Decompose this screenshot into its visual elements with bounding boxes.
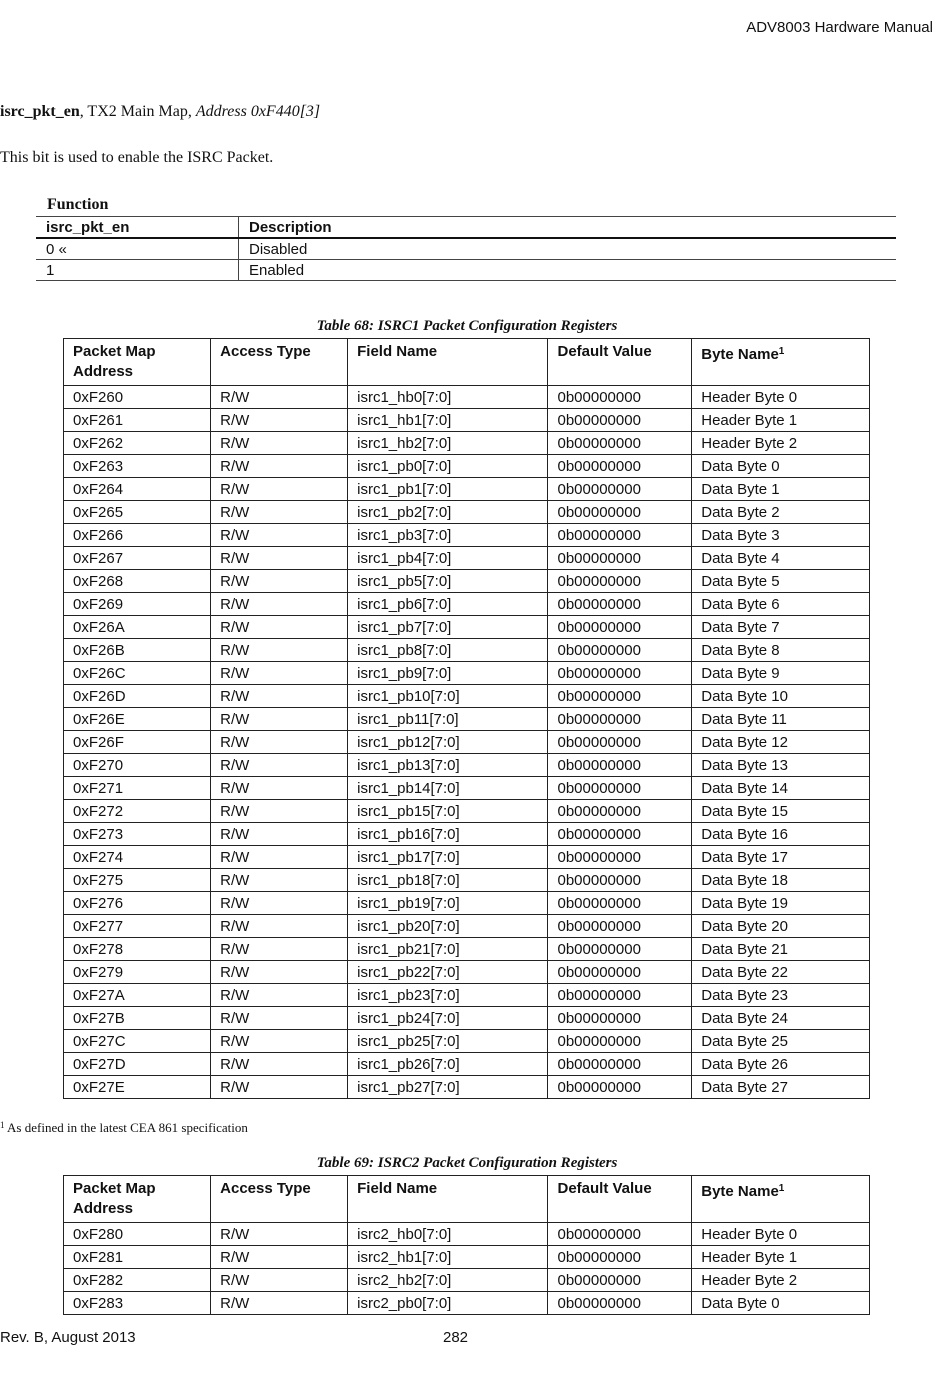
default-value-cell: 0b00000000	[548, 593, 692, 616]
field-name-cell: isrc2_hb0[7:0]	[348, 1223, 548, 1246]
field-name-header: Field Name	[348, 1176, 548, 1223]
table68-caption: Table 68: ISRC1 Packet Configuration Registers	[316, 318, 618, 334]
default-value-cell: 0b00000000	[548, 409, 692, 432]
field-name-cell: isrc1_pb25[7:0]	[348, 1030, 548, 1053]
access-type-cell: R/W	[211, 662, 348, 685]
byte-name-cell: Data Byte 14	[692, 777, 870, 800]
default-value-cell: 0b00000000	[548, 685, 692, 708]
register-map: , TX2 Main Map,	[79, 103, 196, 120]
table-row	[64, 386, 870, 409]
packet-map-address-cell: 0xF283	[64, 1292, 211, 1315]
byte-name-cell: Data Byte 2	[692, 501, 870, 524]
field-name-cell: isrc1_pb1[7:0]	[348, 478, 548, 501]
access-type-cell: R/W	[211, 823, 348, 846]
access-type-cell: R/W	[211, 685, 348, 708]
packet-map-address-cell: 0xF269	[64, 593, 211, 616]
byte-name-cell: Data Byte 26	[692, 1053, 870, 1076]
access-type-cell: R/W	[211, 846, 348, 869]
register-heading	[0, 103, 320, 121]
packet-map-address-cell: 0xF26B	[64, 639, 211, 662]
default-value-cell: 0b00000000	[548, 754, 692, 777]
default-value-cell: 0b00000000	[548, 777, 692, 800]
byte-name-cell: Data Byte 4	[692, 547, 870, 570]
packet-map-address-cell: 0xF27E	[64, 1076, 211, 1099]
packet-map-address-cell: 0xF279	[64, 961, 211, 984]
default-value-cell: 0b00000000	[548, 1269, 692, 1292]
field-name-cell: isrc2_hb2[7:0]	[348, 1269, 548, 1292]
field-name-cell: isrc1_pb4[7:0]	[348, 547, 548, 570]
register-name: isrc_pkt_en	[0, 103, 80, 120]
byte-name-cell: Header Byte 2	[692, 1269, 870, 1292]
default-value-cell: 0b00000000	[548, 524, 692, 547]
default-value-cell: 0b00000000	[548, 869, 692, 892]
byte-name-cell: Data Byte 20	[692, 915, 870, 938]
packet-map-address-cell: 0xF272	[64, 800, 211, 823]
footer-revision: Rev. B, August 2013	[0, 1329, 136, 1346]
table-row	[64, 616, 870, 639]
field-name-cell: isrc2_hb1[7:0]	[348, 1246, 548, 1269]
field-name-cell: isrc1_pb14[7:0]	[348, 777, 548, 800]
packet-map-address-cell: 0xF282	[64, 1269, 211, 1292]
default-value-cell: 0b00000000	[548, 1030, 692, 1053]
byte-name-header-label: Byte Name	[701, 346, 779, 363]
access-type-cell: R/W	[211, 455, 348, 478]
function-table-row	[36, 260, 896, 281]
packet-map-address-cell: 0xF267	[64, 547, 211, 570]
table-row	[64, 409, 870, 432]
default-value-cell: 0b00000000	[548, 961, 692, 984]
footnote-text: As defined in the latest CEA 861 specification	[4, 1120, 248, 1135]
default-value-cell: 0b00000000	[548, 915, 692, 938]
packet-map-address-cell: 0xF273	[64, 823, 211, 846]
access-type-cell: R/W	[211, 984, 348, 1007]
field-name-cell: isrc1_pb17[7:0]	[348, 846, 548, 869]
access-type-cell: R/W	[211, 639, 348, 662]
access-type-cell: R/W	[211, 1223, 348, 1246]
packet-map-address-cell: 0xF281	[64, 1246, 211, 1269]
field-name-cell: isrc1_pb2[7:0]	[348, 501, 548, 524]
byte-name-cell: Data Byte 13	[692, 754, 870, 777]
access-type-cell: R/W	[211, 915, 348, 938]
table-row	[64, 547, 870, 570]
table-row	[64, 524, 870, 547]
packet-map-address-header: Packet Map Address	[64, 339, 211, 386]
default-value-header: Default Value	[548, 339, 692, 386]
default-value-cell: 0b00000000	[548, 639, 692, 662]
field-name-cell: isrc1_pb3[7:0]	[348, 524, 548, 547]
field-name-cell: isrc1_pb15[7:0]	[348, 800, 548, 823]
field-name-cell: isrc1_pb21[7:0]	[348, 938, 548, 961]
field-name-cell: isrc1_pb12[7:0]	[348, 731, 548, 754]
description-col-header: Description	[239, 217, 897, 239]
byte-name-cell: Header Byte 1	[692, 1246, 870, 1269]
default-value-cell: 0b00000000	[548, 570, 692, 593]
access-type-cell: R/W	[211, 524, 348, 547]
default-value-cell: 0b00000000	[548, 478, 692, 501]
field-name-cell: isrc1_pb7[7:0]	[348, 616, 548, 639]
default-value-cell: 0b00000000	[548, 846, 692, 869]
table-row	[64, 961, 870, 984]
default-value-cell: 0b00000000	[548, 1076, 692, 1099]
default-value-cell: 0b00000000	[548, 455, 692, 478]
table-row	[64, 938, 870, 961]
field-name-cell: isrc1_pb18[7:0]	[348, 869, 548, 892]
field-name-cell: isrc1_pb9[7:0]	[348, 662, 548, 685]
default-value-cell: 0b00000000	[548, 731, 692, 754]
table-row	[64, 892, 870, 915]
packet-map-address-cell: 0xF27D	[64, 1053, 211, 1076]
field-name-cell: isrc1_pb10[7:0]	[348, 685, 548, 708]
byte-name-cell: Data Byte 19	[692, 892, 870, 915]
access-type-cell: R/W	[211, 800, 348, 823]
packet-map-address-cell: 0xF278	[64, 938, 211, 961]
byte-name-cell: Data Byte 27	[692, 1076, 870, 1099]
table-row	[64, 432, 870, 455]
byte-name-cell: Data Byte 8	[692, 639, 870, 662]
default-value-cell: 0b00000000	[548, 708, 692, 731]
footnote	[0, 1120, 248, 1136]
default-value-cell: 0b00000000	[548, 616, 692, 639]
byte-name-cell: Data Byte 24	[692, 1007, 870, 1030]
table-row	[64, 915, 870, 938]
function-table-row	[36, 238, 896, 260]
default-value-cell: 0b00000000	[548, 938, 692, 961]
table-row	[64, 1246, 870, 1269]
table-row	[64, 1223, 870, 1246]
table-row	[64, 662, 870, 685]
field-name-cell: isrc1_pb23[7:0]	[348, 984, 548, 1007]
function-table-caption: Function	[47, 196, 109, 213]
packet-map-address-cell: 0xF26A	[64, 616, 211, 639]
byte-name-cell: Data Byte 22	[692, 961, 870, 984]
byte-name-cell: Header Byte 0	[692, 1223, 870, 1246]
access-type-cell: R/W	[211, 386, 348, 409]
byte-name-cell: Data Byte 21	[692, 938, 870, 961]
table69-caption: Table 69: ISRC2 Packet Configuration Registers	[316, 1155, 618, 1171]
access-type-cell: R/W	[211, 731, 348, 754]
table-row	[64, 1076, 870, 1099]
access-type-cell: R/W	[211, 938, 348, 961]
access-type-cell: R/W	[211, 754, 348, 777]
packet-map-address-cell: 0xF265	[64, 501, 211, 524]
default-value-cell: 0b00000000	[548, 501, 692, 524]
access-type-cell: R/W	[211, 892, 348, 915]
default-value-cell: 0b00000000	[548, 1053, 692, 1076]
access-type-cell: R/W	[211, 432, 348, 455]
packet-map-address-cell: 0xF262	[64, 432, 211, 455]
byte-name-cell: Data Byte 6	[692, 593, 870, 616]
table-row	[64, 1007, 870, 1030]
access-type-cell: R/W	[211, 616, 348, 639]
function-description-cell: Enabled	[239, 260, 897, 281]
default-value-cell: 0b00000000	[548, 800, 692, 823]
table-row	[64, 1030, 870, 1053]
table68	[63, 338, 870, 1099]
default-value-cell: 0b00000000	[548, 1246, 692, 1269]
document-header-title: ADV8003 Hardware Manual	[746, 19, 933, 36]
function-table	[36, 216, 896, 281]
field-name-cell: isrc1_hb0[7:0]	[348, 386, 548, 409]
packet-map-address-cell: 0xF274	[64, 846, 211, 869]
function-value-cell: 1	[36, 260, 239, 281]
byte-name-cell: Data Byte 1	[692, 478, 870, 501]
field-name-header: Field Name	[348, 339, 548, 386]
access-type-cell: R/W	[211, 1030, 348, 1053]
field-name-cell: isrc2_pb0[7:0]	[348, 1292, 548, 1315]
field-name-cell: isrc1_pb24[7:0]	[348, 1007, 548, 1030]
access-type-cell: R/W	[211, 869, 348, 892]
byte-name-cell: Data Byte 3	[692, 524, 870, 547]
packet-map-address-cell: 0xF26D	[64, 685, 211, 708]
byte-name-cell: Data Byte 9	[692, 662, 870, 685]
table-row	[64, 823, 870, 846]
default-value-cell: 0b00000000	[548, 1007, 692, 1030]
packet-map-address-cell: 0xF275	[64, 869, 211, 892]
access-type-header: Access Type	[211, 339, 348, 386]
access-type-cell: R/W	[211, 961, 348, 984]
byte-name-cell: Header Byte 2	[692, 432, 870, 455]
byte-name-header	[692, 1176, 870, 1223]
table-row	[64, 754, 870, 777]
default-value-cell: 0b00000000	[548, 662, 692, 685]
default-value-cell: 0b00000000	[548, 1223, 692, 1246]
field-name-cell: isrc1_pb0[7:0]	[348, 455, 548, 478]
table-row	[64, 455, 870, 478]
byte-name-cell: Data Byte 11	[692, 708, 870, 731]
access-type-cell: R/W	[211, 777, 348, 800]
field-name-cell: isrc1_pb27[7:0]	[348, 1076, 548, 1099]
function-table-header-row	[36, 217, 896, 239]
byte-name-cell: Header Byte 1	[692, 409, 870, 432]
footnote-mark: 1	[778, 1183, 785, 1194]
field-name-cell: isrc1_pb13[7:0]	[348, 754, 548, 777]
field-name-cell: isrc1_pb8[7:0]	[348, 639, 548, 662]
access-type-cell: R/W	[211, 708, 348, 731]
default-value-cell: 0b00000000	[548, 984, 692, 1007]
function-col-header: isrc_pkt_en	[36, 217, 239, 239]
table-row	[64, 708, 870, 731]
field-name-cell: isrc1_pb22[7:0]	[348, 961, 548, 984]
packet-map-address-cell: 0xF271	[64, 777, 211, 800]
table-row	[64, 777, 870, 800]
packet-map-address-cell: 0xF27B	[64, 1007, 211, 1030]
packet-map-address-cell: 0xF27A	[64, 984, 211, 1007]
table-row	[64, 501, 870, 524]
register-description: This bit is used to enable the ISRC Packet.	[0, 149, 274, 166]
table-row	[64, 478, 870, 501]
packet-map-address-cell: 0xF26E	[64, 708, 211, 731]
byte-name-cell: Data Byte 23	[692, 984, 870, 1007]
byte-name-cell: Data Byte 0	[692, 455, 870, 478]
access-type-cell: R/W	[211, 1269, 348, 1292]
default-value-cell: 0b00000000	[548, 547, 692, 570]
default-value-cell: 0b00000000	[548, 892, 692, 915]
packet-map-address-cell: 0xF264	[64, 478, 211, 501]
field-name-cell: isrc1_hb1[7:0]	[348, 409, 548, 432]
footnote-mark: 1	[0, 1120, 5, 1130]
table-row	[64, 685, 870, 708]
table-row	[64, 869, 870, 892]
byte-name-cell: Data Byte 25	[692, 1030, 870, 1053]
access-type-cell: R/W	[211, 1076, 348, 1099]
table68-header-row	[64, 339, 870, 386]
byte-name-cell: Data Byte 0	[692, 1292, 870, 1315]
byte-name-cell: Data Byte 10	[692, 685, 870, 708]
function-description-cell: Disabled	[239, 238, 897, 260]
packet-map-address-cell: 0xF260	[64, 386, 211, 409]
access-type-cell: R/W	[211, 409, 348, 432]
field-name-cell: isrc1_pb5[7:0]	[348, 570, 548, 593]
table-row	[64, 800, 870, 823]
default-value-cell: 0b00000000	[548, 386, 692, 409]
packet-map-address-cell: 0xF26C	[64, 662, 211, 685]
table-row	[64, 639, 870, 662]
packet-map-address-cell: 0xF280	[64, 1223, 211, 1246]
packet-map-address-cell: 0xF266	[64, 524, 211, 547]
byte-name-cell: Data Byte 5	[692, 570, 870, 593]
function-value-cell: 0 «	[36, 238, 239, 260]
byte-name-cell: Data Byte 12	[692, 731, 870, 754]
table-row	[64, 1269, 870, 1292]
packet-map-address-cell: 0xF268	[64, 570, 211, 593]
table69-body	[64, 1223, 870, 1315]
default-value-cell: 0b00000000	[548, 1292, 692, 1315]
packet-map-address-cell: 0xF270	[64, 754, 211, 777]
register-address: Address 0xF440[3]	[195, 103, 321, 120]
packet-map-address-cell: 0xF277	[64, 915, 211, 938]
table69-header-row	[64, 1176, 870, 1223]
field-name-cell: isrc1_hb2[7:0]	[348, 432, 548, 455]
access-type-cell: R/W	[211, 593, 348, 616]
byte-name-header	[692, 339, 870, 386]
access-type-cell: R/W	[211, 501, 348, 524]
access-type-cell: R/W	[211, 478, 348, 501]
access-type-cell: R/W	[211, 1292, 348, 1315]
access-type-header: Access Type	[211, 1176, 348, 1223]
table-row	[64, 570, 870, 593]
footer-page-number: 282	[443, 1329, 469, 1346]
packet-map-address-cell: 0xF261	[64, 409, 211, 432]
field-name-cell: isrc1_pb19[7:0]	[348, 892, 548, 915]
default-value-header: Default Value	[548, 1176, 692, 1223]
table-row	[64, 846, 870, 869]
packet-map-address-cell: 0xF276	[64, 892, 211, 915]
access-type-cell: R/W	[211, 1007, 348, 1030]
access-type-cell: R/W	[211, 547, 348, 570]
byte-name-cell: Data Byte 15	[692, 800, 870, 823]
byte-name-cell: Data Byte 7	[692, 616, 870, 639]
field-name-cell: isrc1_pb6[7:0]	[348, 593, 548, 616]
default-value-cell: 0b00000000	[548, 823, 692, 846]
packet-map-address-header: Packet Map Address	[64, 1176, 211, 1223]
byte-name-header-label: Byte Name	[701, 1183, 779, 1200]
default-value-cell: 0b00000000	[548, 432, 692, 455]
byte-name-cell: Data Byte 16	[692, 823, 870, 846]
byte-name-cell: Data Byte 18	[692, 869, 870, 892]
field-name-cell: isrc1_pb26[7:0]	[348, 1053, 548, 1076]
byte-name-cell: Data Byte 17	[692, 846, 870, 869]
field-name-cell: isrc1_pb11[7:0]	[348, 708, 548, 731]
field-name-cell: isrc1_pb16[7:0]	[348, 823, 548, 846]
table-row	[64, 593, 870, 616]
table-row	[64, 1053, 870, 1076]
byte-name-cell: Header Byte 0	[692, 386, 870, 409]
footnote-mark: 1	[778, 346, 785, 357]
table-row	[64, 1292, 870, 1315]
packet-map-address-cell: 0xF26F	[64, 731, 211, 754]
access-type-cell: R/W	[211, 1246, 348, 1269]
table-row	[64, 731, 870, 754]
table69	[63, 1175, 870, 1315]
field-name-cell: isrc1_pb20[7:0]	[348, 915, 548, 938]
access-type-cell: R/W	[211, 570, 348, 593]
table-row	[64, 984, 870, 1007]
access-type-cell: R/W	[211, 1053, 348, 1076]
packet-map-address-cell: 0xF263	[64, 455, 211, 478]
packet-map-address-cell: 0xF27C	[64, 1030, 211, 1053]
table68-body	[64, 386, 870, 1099]
